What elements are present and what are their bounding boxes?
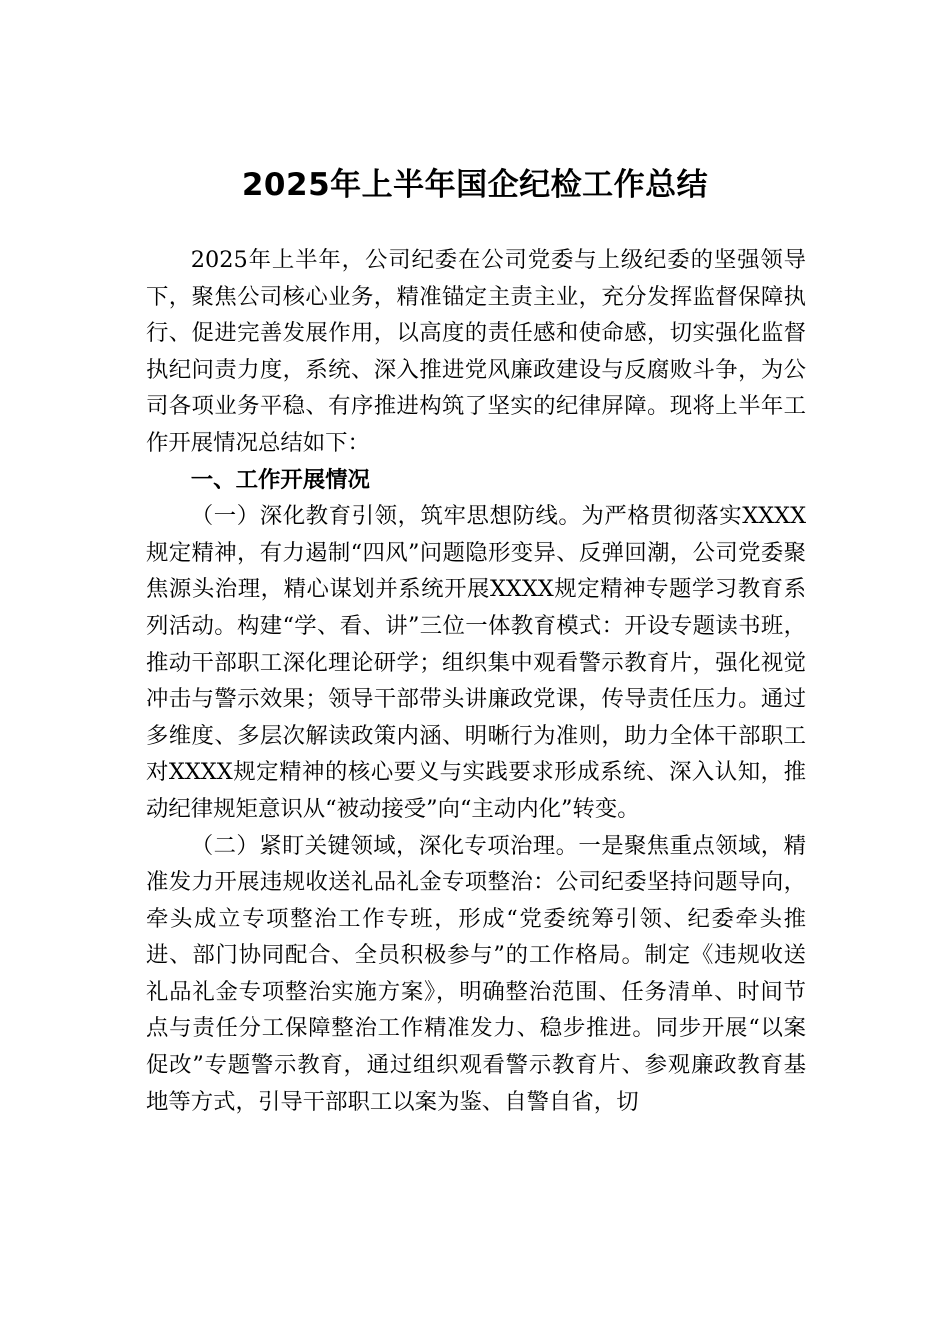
item-lead-2: （二）紧盯关键领域，深化专项治理。 bbox=[190, 832, 579, 859]
item-lead-1: （一）深化教育引领，筑牢思想防线。 bbox=[190, 503, 582, 530]
item-paragraph-2 bbox=[146, 828, 806, 1121]
item-body-1: 为严格贯彻落实XXXX规定精神，有力遏制“四风”问题隐形变异、反弹回潮，公司党委聚焦源头治理，精心谋划并系统开展XXXX规定精神专题学习教育系列活动。构建“学、看、讲”三位一体教育模式：开设专题读书班，推动干部职工深化理论研学；组织集中观看警示教育片，强化视觉冲击与警示效果；领导干部带头讲廉政党课，传导责任压力。通过多维度、多层次解读政策内涵、明晰行为准则，助力全体干部职工对XXXX规定精神的核心要义与实践要求形成系统、深入认知，推动纪律规矩意识从“被动接受”向“主动内化”转变。 bbox=[146, 503, 807, 822]
document-body bbox=[146, 242, 806, 1120]
item-paragraph-1 bbox=[146, 498, 806, 827]
intro-paragraph: 2025年上半年，公司纪委在公司党委与上级纪委的坚强领导下，聚焦公司核心业务，精准锚定主责主业，充分发挥监督保障执行、促进完善发展作用，以高度的责任感和使命感，切实强化监督执纪问责力度，系统、深入推进党风廉政建设与反腐败斗争，为公司各项业务平稳、有序推进构筑了坚实的纪律屏障。现将上半年工作开展情况总结如下： bbox=[146, 247, 806, 456]
document-title: 2025年上半年国企纪检工作总结 bbox=[241, 167, 709, 203]
item-body-2: 一是聚焦重点领域，精准发力开展违规收送礼品礼金专项整治：公司纪委坚持问题导向，牵头成立专项整治工作专班，形成“党委统筹引领、纪委牵头推进、部门协同配合、全员积极参与”的工作格局。制定《违规收送礼品礼金专项整治实施方案》，明确整治范围、任务清单、时间节点与责任分工保障整治工作精准发力、稳步推进。同步开展“以案促改”专题警示教育，通过组织观看警示教育片、参观廉政教育基地等方式，引导干部职工以案为鉴、自警自省，切 bbox=[146, 832, 807, 1115]
section-heading: 一、工作开展情况 bbox=[190, 466, 370, 493]
